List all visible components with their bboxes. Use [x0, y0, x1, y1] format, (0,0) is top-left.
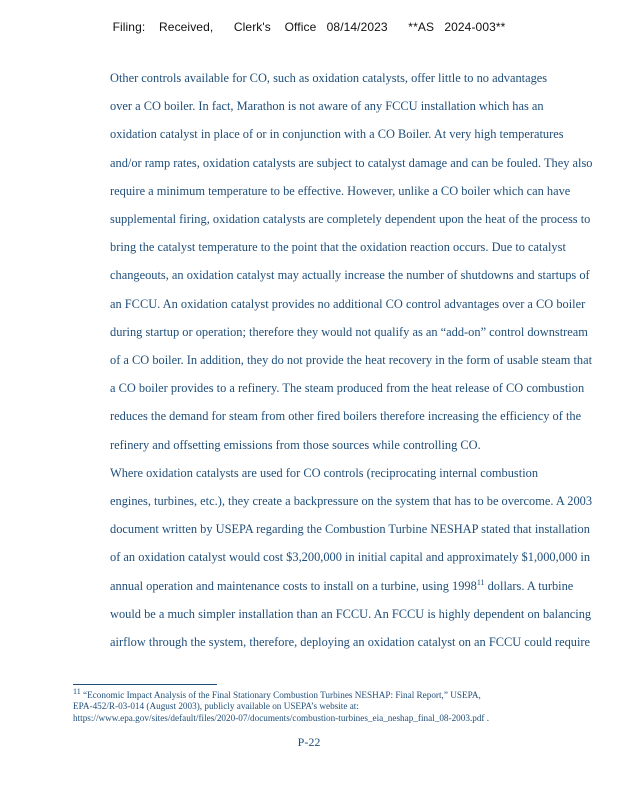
text-line: engines, turbines, etc.), they create a backpressure on the system that has to be overcome. A 2003 — [110, 494, 593, 509]
text-line: of an oxidation catalyst would cost $3,200,000 in initial capital and approximately $1,000,000 in — [110, 550, 591, 565]
text-line-with-footnote-ref — [73, 572, 603, 600]
text-line: changeouts, an oxidation catalyst may actually increase the number of shutdowns and startups of — [110, 268, 590, 283]
footnote-line: EPA-452/R-03-014 (August 2003), publicly available on USEPA’s website at: — [73, 701, 359, 712]
text-line: oxidation catalyst in place of or in conjunction with a CO Boiler. At very high temperatures — [110, 127, 564, 142]
paragraph-backpressure — [73, 459, 603, 656]
document-body — [73, 64, 603, 656]
text-line: Other controls available for CO, such as oxidation catalysts, offer little to no advantages — [110, 71, 548, 85]
text-line: reduces the demand for steam from other fired boilers therefore increasing the efficiency of the — [110, 409, 582, 424]
footnote-line — [73, 686, 593, 701]
footnote-marker: 11 — [73, 686, 81, 696]
text-line: of a CO boiler. In addition, they do not provide the heat recovery in the form of usable steam that — [110, 353, 593, 368]
footnote — [73, 686, 593, 724]
text-line: during startup or operation; therefore they would not qualify as an “add-on” control downstream — [110, 324, 588, 339]
text-line: supplemental firing, oxidation catalysts are completely dependent upon the heat of the process to — [110, 212, 591, 227]
text-line: require a minimum temperature to be effective. However, unlike a CO boiler which can have — [110, 183, 571, 198]
text-fragment: dollars. A turbine — [484, 578, 574, 593]
text-line: bring the catalyst temperature to the point that the oxidation reaction occurs. Due to catalyst — [110, 240, 566, 255]
footnote-url-link[interactable]: https://www.epa.gov/sites/default/files/2020-07/documents/combustion-turbines_eia_neshap_final_08-2003.pdf — [73, 712, 485, 723]
footnote-text: . — [484, 712, 490, 723]
text-line: would be a much simpler installation than an FCCU. An FCCU is highly dependent on balancing — [110, 606, 592, 621]
text-line: Where oxidation catalysts are used for CO controls (reciprocating internal combustion — [110, 465, 539, 480]
footnote-line — [73, 713, 593, 724]
text-line: refinery and offsetting emissions from those sources while controlling CO. — [110, 437, 481, 452]
text-line: a CO boiler provides to a refinery. The steam produced from the heat release of CO combustion — [110, 381, 585, 396]
text-line: and/or ramp rates, oxidation catalysts are subject to catalyst damage and can be fouled. They also — [110, 155, 593, 170]
paragraph-oxidation-catalysts — [73, 64, 603, 459]
footnote-reference[interactable]: 11 — [476, 577, 485, 587]
footnote-divider — [73, 684, 217, 685]
text-line: over a CO boiler. In fact, Marathon is not aware of any FCCU installation which has an — [110, 99, 544, 114]
page-number: P-22 — [297, 735, 321, 749]
filing-stamp-header: Filing: Received, Clerk's Office 08/14/2023 **AS 2024-003** — [112, 20, 506, 34]
text-line: an FCCU. An oxidation catalyst provides no additional CO control advantages over a CO boiler — [110, 296, 586, 311]
footnote-text: “Economic Impact Analysis of the Final Stationary Combustion Turbines NESHAP: Final Report,” USEPA, — [80, 690, 481, 700]
text-line: airflow through the system, therefore, deploying an oxidation catalyst on an FCCU could require — [110, 635, 591, 650]
text-fragment: annual operation and maintenance costs to install on a turbine, using 1998 — [110, 578, 477, 593]
text-line: document written by USEPA regarding the Combustion Turbine NESHAP stated that installation — [110, 522, 590, 537]
